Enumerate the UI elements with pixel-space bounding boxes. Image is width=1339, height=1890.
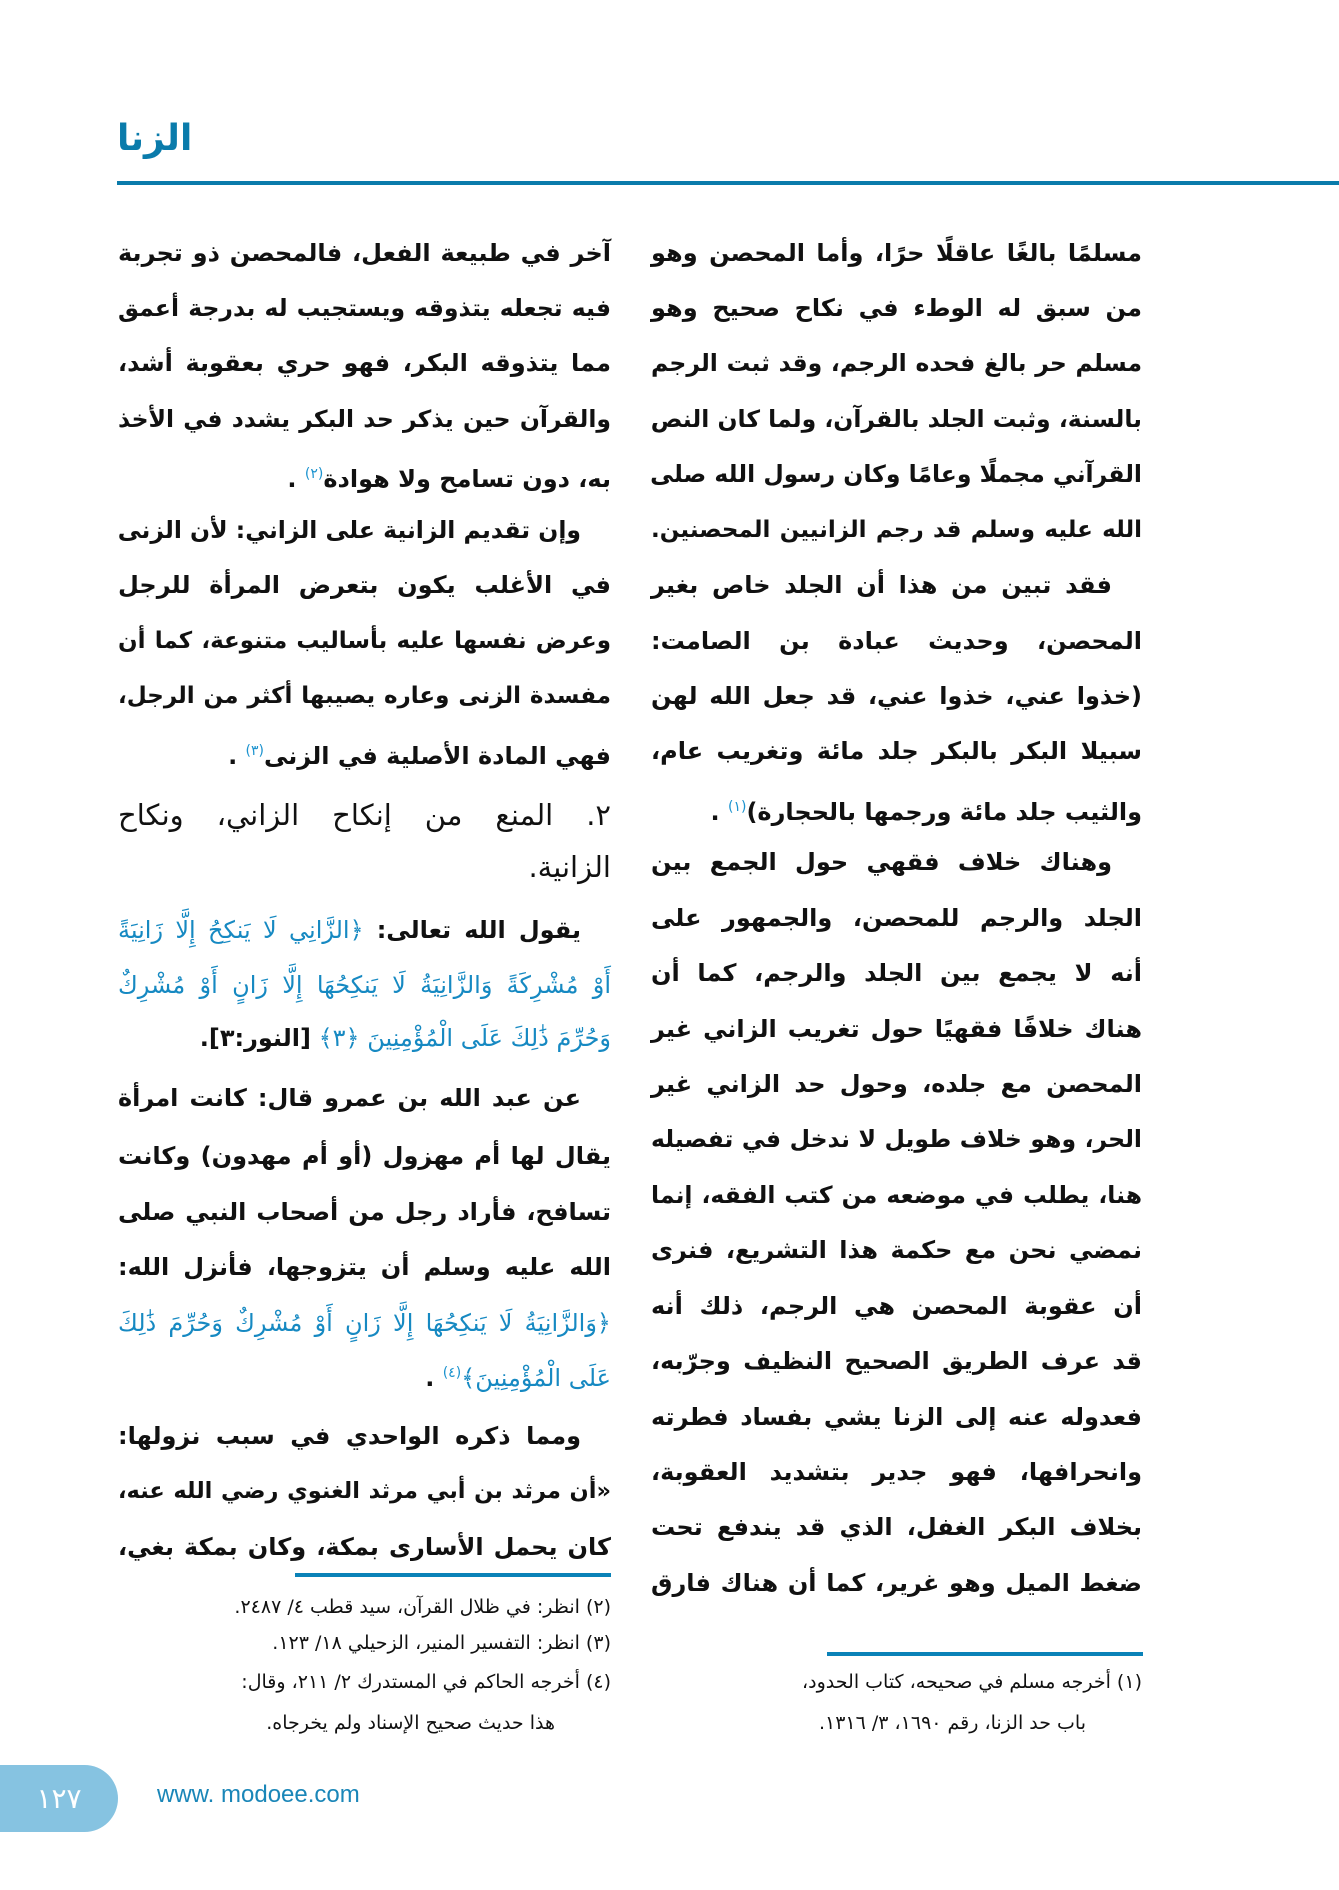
text-run: سبيلا البكر بالبكر جلد مائة وتغريب عام،	[651, 737, 1142, 765]
text-run: .	[425, 1364, 443, 1392]
text-line	[651, 1168, 1142, 1223]
text-run: به، دون تسامح ولا هوادة	[323, 465, 611, 493]
text-run: قد عرف الطريق الصحيح النظيف وجرّبه،	[651, 1347, 1142, 1375]
text-run: المحصن، وحديث عبادة بن الصامت:	[651, 627, 1142, 655]
footnote-ref[interactable]: (٤)	[442, 1365, 462, 1381]
text-line	[118, 226, 611, 281]
text-line	[118, 1346, 611, 1401]
text-line	[118, 1185, 611, 1240]
left-footnote-divider	[295, 1573, 611, 1577]
text-run: من سبق له الوطء في نكاح صحيح وهو	[651, 294, 1142, 322]
text-line	[651, 226, 1142, 281]
text-line	[118, 392, 611, 447]
text-line	[118, 503, 611, 558]
chapter-title: الزنا	[117, 118, 193, 159]
text-run: يقول الله تعالى:	[363, 916, 581, 944]
text-run: وانحرافها، فهو جدير بتشديد العقوبة،	[651, 1458, 1142, 1486]
text-line	[651, 1390, 1142, 1445]
text-line	[118, 447, 611, 502]
right-footnote-divider	[827, 1652, 1143, 1656]
text-run: .	[710, 798, 728, 826]
text-line	[118, 1520, 611, 1575]
text-run: مفسدة الزنى وعاره يصيبها أكثر من الرجل،	[118, 683, 611, 709]
text-line	[651, 503, 1142, 558]
text-line	[651, 835, 1142, 890]
text-run: .	[228, 742, 246, 770]
footnote: باب حد الزنا، رقم ١٦٩٠، ٣/ ١٣١٦.	[818, 1712, 1086, 1734]
text-run: كان يحمل الأسارى بمكة، وكان بمكة بغي،	[118, 1533, 611, 1561]
text-line	[651, 336, 1142, 391]
text-run: أن عقوبة المحصن هي الرجم، ذلك أنه	[651, 1292, 1142, 1320]
text-line	[118, 1464, 611, 1519]
text-run: ضغط الميل وهو غرير، كما أن هناك فارق	[651, 1569, 1142, 1597]
page-number: ١٢٧	[36, 1782, 82, 1815]
text-line	[651, 447, 1142, 502]
text-line	[118, 1011, 611, 1066]
text-run: [النور:٣].	[199, 1024, 311, 1052]
text-run: الزانية.	[528, 850, 611, 884]
text-line	[651, 614, 1142, 669]
text-run: ومما ذكره الواحدي في سبب نزولها:	[118, 1422, 581, 1450]
footnote-ref[interactable]: (٢)	[304, 466, 324, 482]
text-run: عن عبد الله بن عمرو قال: كانت امرأة	[118, 1084, 581, 1112]
text-run: يقال لها أم مهزول (أو أم مهدون) وكانت	[118, 1142, 611, 1170]
text-line	[118, 724, 611, 779]
text-line	[118, 1296, 611, 1351]
text-run: «أن مرثد بن أبي مرثد الغنوي رضي الله عنه،	[118, 1478, 611, 1504]
text-line	[118, 1071, 611, 1126]
text-run: الجلد والرجم للمحصن، والجمهور على	[651, 904, 1142, 932]
quran-verse: ﴿وَالزَّانِيَةُ لَا يَنكِحُهَا إِلَّا زَانٍ أَوْ مُشْرِكٌ وَحُرِّمَ ذَٰلِكَ	[118, 1309, 611, 1337]
text-run: فقد تبين من هذا أن الجلد خاص بغير	[651, 571, 1112, 599]
text-line	[651, 1002, 1142, 1057]
text-line	[651, 1057, 1142, 1112]
text-line	[651, 1334, 1142, 1389]
text-line	[118, 281, 611, 336]
footnote: (٤) أخرجه الحاكم في المستدرك ٢/ ٢١١، وقال:	[241, 1671, 611, 1693]
text-run: مسلم حر بالغ فحده الرجم، وقد ثبت الرجم	[651, 349, 1142, 377]
text-line	[651, 281, 1142, 336]
text-line	[118, 558, 611, 613]
text-run: القرآني مجملًا وعامًا وكان رسول الله صلى	[650, 460, 1142, 488]
text-line	[118, 903, 611, 958]
footnote: هذا حديث صحيح الإسناد ولم يخرجاه.	[266, 1712, 555, 1734]
text-line	[118, 669, 611, 724]
text-run: أنه لا يجمع بين الجلد والرجم، كما أن	[651, 959, 1142, 987]
text-line	[118, 614, 611, 669]
header-divider	[117, 181, 1339, 185]
text-run: مسلمًا بالغًا عاقلًا حرًا، وأما المحصن وهو	[651, 239, 1142, 267]
website-url[interactable]: www. modoee.com	[157, 1781, 360, 1808]
text-run: تسافح، فأراد رجل من أصحاب النبي صلى	[118, 1198, 611, 1226]
text-line	[118, 1240, 611, 1295]
text-run: مما يتذوقه البكر، فهو حري بعقوبة أشد،	[118, 349, 611, 377]
text-line	[651, 1445, 1142, 1500]
quran-verse: ﴿الزَّانِي لَا يَنكِحُ إِلَّا زَانِيَةً	[118, 916, 364, 944]
text-line	[651, 891, 1142, 946]
text-run: والقرآن حين يذكر حد البكر يشدد في الأخذ	[118, 405, 611, 433]
text-run: وإن تقديم الزانية على الزاني: لأن الزنى	[117, 516, 581, 544]
text-line	[651, 780, 1142, 835]
text-line	[118, 1129, 611, 1184]
text-run: والثيب جلد مائة ورجمها بالحجارة)	[746, 798, 1142, 826]
text-line	[651, 1500, 1142, 1555]
text-line	[651, 392, 1142, 447]
quran-verse: أَوْ مُشْرِكَةً وَالزَّانِيَةُ لَا يَنكِحُهَا إِلَّا زَانٍ أَوْ مُشْرِكٌ	[118, 971, 611, 999]
text-line	[651, 1223, 1142, 1278]
text-run: فعدوله عنه إلى الزنا يشي بفساد فطرته	[651, 1403, 1142, 1431]
text-run: وعرض نفسها عليه بأساليب متنوعة، كما أن	[118, 628, 611, 654]
footnote: (٣) انظر: التفسير المنير، الزحيلي ١٨/ ١٢٣.	[272, 1632, 611, 1654]
section-heading-line	[118, 788, 611, 843]
text-line	[118, 958, 611, 1013]
text-run: ٢. المنع من إنكاح الزاني، ونكاح	[118, 798, 611, 832]
text-run: هنا، يطلب في موضعه من كتب الفقه، إنما	[651, 1181, 1142, 1209]
text-run: المحصن مع جلده، وحول حد الزاني غير	[651, 1070, 1142, 1098]
text-line	[651, 669, 1142, 724]
text-run: .	[287, 465, 305, 493]
text-run: وهناك خلاف فقهي حول الجمع بين	[651, 848, 1112, 876]
text-line	[118, 1409, 611, 1464]
text-run: آخر في طبيعة الفعل، فالمحصن ذو تجربة	[118, 239, 611, 267]
text-run: الله عليه وسلم قد رجم الزانيين المحصنين.	[651, 517, 1142, 543]
text-run: هناك خلافًا فقهيًا حول تغريب الزاني غير	[651, 1015, 1142, 1043]
section-heading-line	[118, 840, 611, 895]
quran-verse: وَحُرِّمَ ذَٰلِكَ عَلَى الْمُؤْمِنِينَ ﴿٣﴾	[310, 1024, 611, 1052]
text-line	[651, 1112, 1142, 1167]
text-run: فهي المادة الأصلية في الزنى	[264, 742, 611, 770]
text-run: فيه تجعله يتذوقه ويستجيب له بدرجة أعمق	[118, 294, 611, 322]
text-line	[651, 1556, 1142, 1611]
text-run: في الأغلب يكون بتعرض المرأة للرجل	[118, 571, 611, 599]
text-run: بالسنة، وثبت الجلد بالقرآن، ولما كان النص	[650, 405, 1142, 433]
footnote: (١) أخرجه مسلم في صحيحه، كتاب الحدود،	[802, 1671, 1142, 1693]
text-line	[651, 558, 1142, 613]
quran-verse: عَلَى الْمُؤْمِنِينَ﴾	[461, 1364, 611, 1392]
footnote: (٢) انظر: في ظلال القرآن، سيد قطب ٤/ ٢٤٨٧.	[234, 1596, 611, 1618]
text-line	[651, 1279, 1142, 1334]
text-run: بخلاف البكر الغفل، الذي قد يندفع تحت	[651, 1513, 1142, 1541]
text-run: الحر، وهو خلاف طويل لا ندخل في تفصيله	[651, 1125, 1142, 1153]
text-run: نمضي نحن مع حكمة هذا التشريع، فنرى	[651, 1236, 1142, 1264]
footnote-ref[interactable]: (١)	[727, 799, 747, 815]
footnote-ref[interactable]: (٣)	[245, 743, 265, 759]
text-run: (خذوا عني، خذوا عني، قد جعل الله لهن	[651, 682, 1142, 710]
text-line	[651, 946, 1142, 1001]
page-number-badge	[0, 1765, 118, 1832]
text-run: الله عليه وسلم أن يتزوجها، فأنزل الله:	[118, 1253, 611, 1281]
text-line	[118, 336, 611, 391]
text-line	[651, 724, 1142, 779]
